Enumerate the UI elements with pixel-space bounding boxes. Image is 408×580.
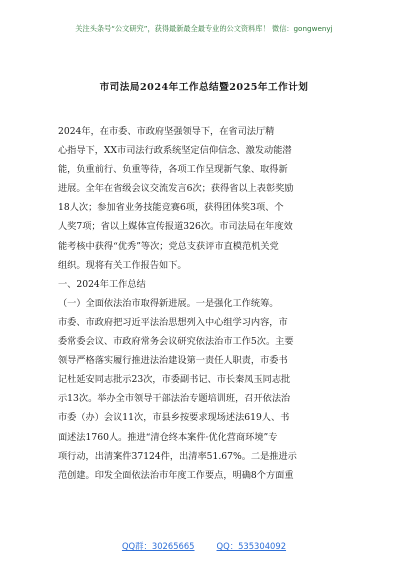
body-line: 人奖7项；省以上媒体宣传报道326次。市司法局在年度效 [58, 221, 293, 233]
body-line: 心指导下，XX市司法行政系统坚定信仰信念、激发动能潜 [58, 145, 292, 157]
section-heading: 一、2024年工作总结 [58, 278, 146, 290]
body-line: 记杜延安同志批示23次，市委副书记、市长秦凤玉同志批 [58, 374, 291, 386]
body-line: 项行动，出清案件37124件，出清率51.67%。二是推进示 [58, 450, 297, 462]
body-line: 面述法1760人。推进“清仓终本案件·优化营商环境”专 [58, 431, 278, 443]
body-line: 2024年，在市委、市政府坚强领导下，在省司法厅精 [58, 126, 275, 137]
document-title: 市司法局2024年工作总结暨2025年工作计划 [99, 82, 309, 93]
body-line: 能，负重前行、负重等待，各项工作呈现新气象、取得新 [58, 164, 288, 176]
body-line: 18人次；参加省业务技能竞赛6项，获得团体奖3项、个 [58, 202, 284, 214]
body-line: 委常委会议、市政府常务会议研究依法治市工作5次。主要 [58, 336, 294, 348]
document-body [58, 122, 358, 485]
header-banner: 关注头条号“公文研究”，获得最新最全最专业的公文资料库！ 微信：gongwenyj [75, 24, 333, 33]
body-line: 市委（办）会议11次，市县乡按要求现场述法619人、书 [58, 412, 290, 424]
body-line: 市委、市政府把习近平法治思想列入中心组学习内容，市 [58, 316, 288, 328]
qq-contact-link[interactable]: QQ：535304092 [216, 541, 287, 551]
body-line: 领导严格落实履行推进法治建设第一责任人职责，市委书 [58, 355, 288, 367]
qq-group-link[interactable]: QQ群：30265665 [121, 541, 195, 551]
body-line: 组织。现将有关工作报告如下。 [58, 259, 187, 271]
body-line: 进展。全年在省级会议交流发言6次；获得省以上表彰奖励 [58, 183, 294, 195]
body-line: 示13次。举办全市领导干部法治专题培训班，召开依法治 [58, 393, 291, 405]
body-line: 范创建。印发全面依法治市年度工作要点，明确8个方面重 [58, 469, 294, 481]
body-line: （一）全面依法治市取得新进展。一是强化工作统筹。 [58, 297, 279, 309]
body-line: 能考核中获得“优秀”等次；党总支获评市直模范机关党 [58, 240, 279, 252]
footer-contacts [0, 540, 408, 552]
